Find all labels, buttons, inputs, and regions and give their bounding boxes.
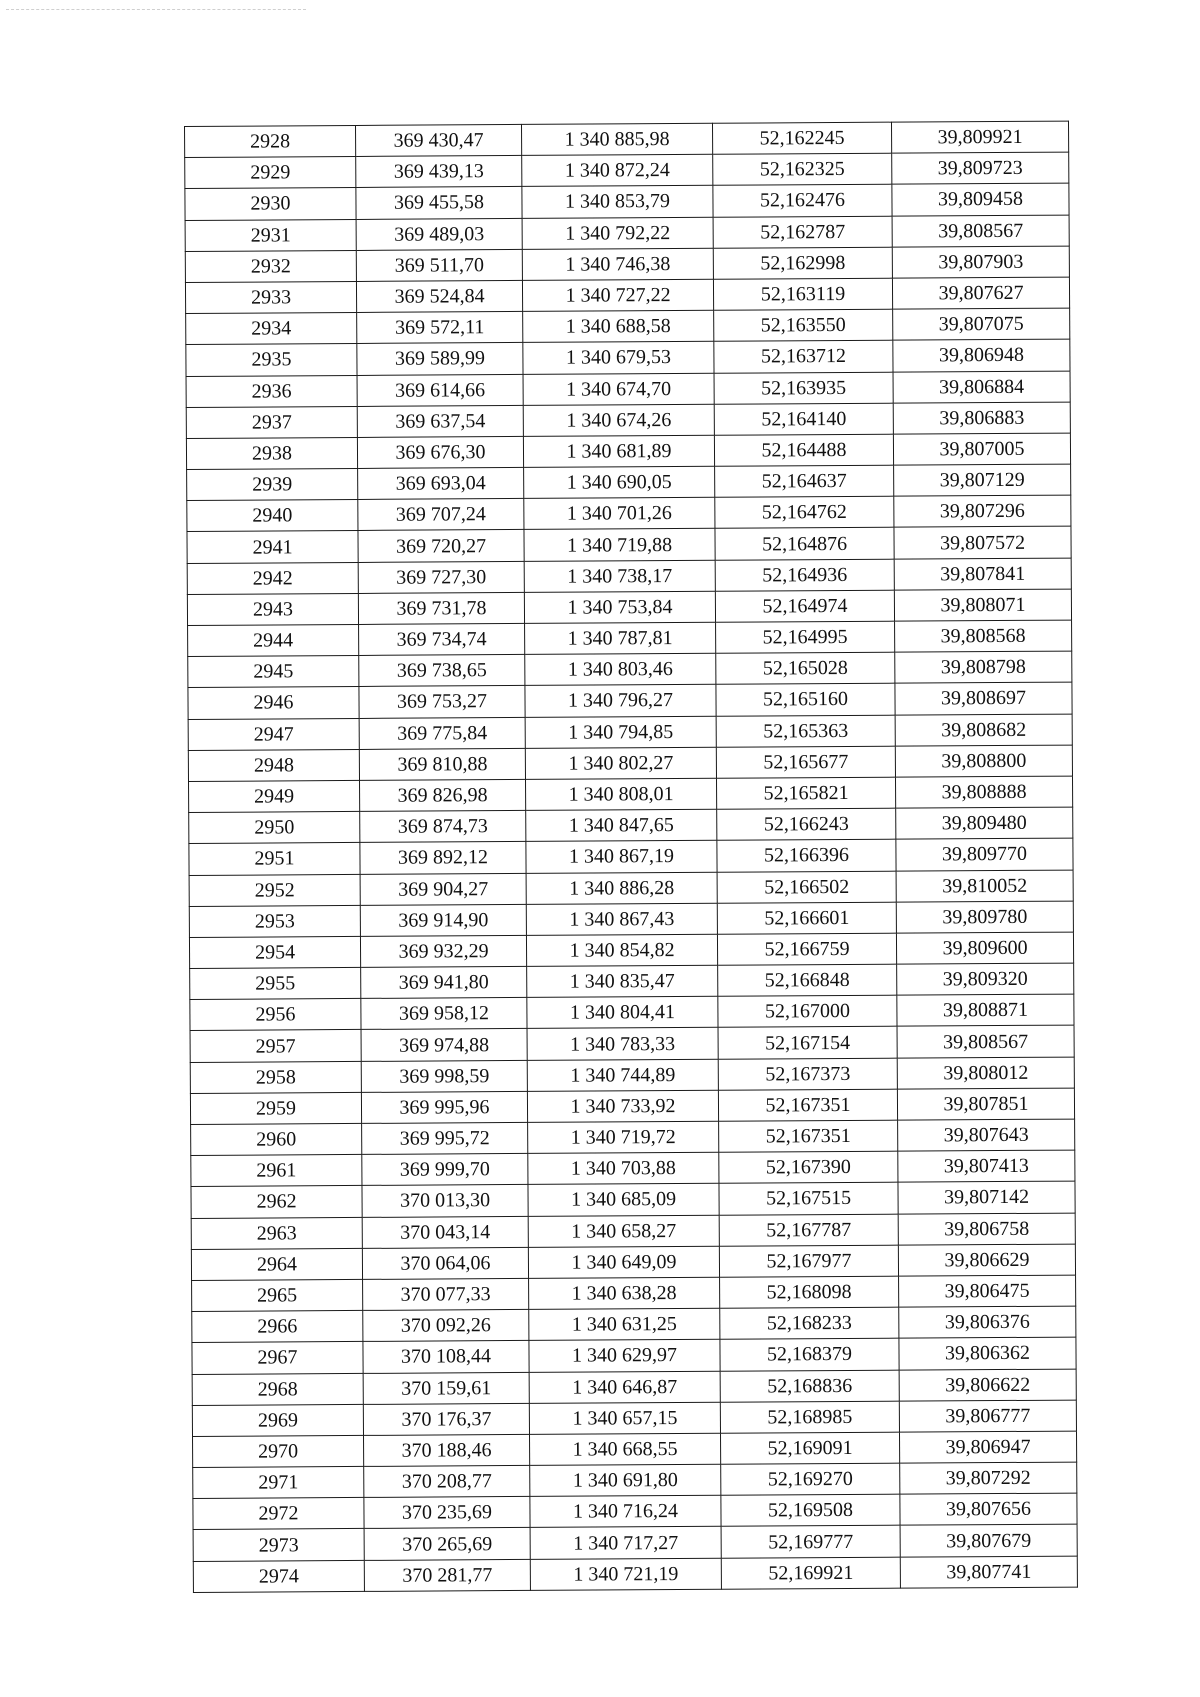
coord-y-cell: 1 340 719,88 (524, 529, 715, 561)
coord-x-cell: 369 676,30 (357, 436, 523, 468)
longitude-cell: 39,808682 (895, 714, 1072, 746)
latitude-cell: 52,163712 (714, 340, 893, 372)
coord-x-cell: 369 892,12 (360, 842, 526, 874)
coord-x-cell: 369 904,27 (360, 873, 526, 905)
latitude-cell: 52,163935 (714, 372, 893, 404)
latitude-cell: 52,169270 (721, 1463, 900, 1495)
coord-x-cell: 369 810,88 (359, 748, 525, 780)
coord-y-cell: 1 340 808,01 (525, 778, 716, 810)
longitude-cell: 39,808697 (895, 682, 1072, 714)
coord-y-cell: 1 340 796,27 (525, 685, 716, 717)
coord-x-cell: 369 637,54 (357, 405, 523, 437)
latitude-cell: 52,165028 (716, 652, 895, 684)
latitude-cell: 52,164974 (715, 590, 894, 622)
coord-y-cell: 1 340 674,70 (523, 373, 714, 405)
latitude-cell: 52,168233 (720, 1307, 899, 1339)
longitude-cell: 39,809600 (896, 932, 1073, 964)
longitude-cell: 39,806777 (899, 1400, 1076, 1432)
coord-y-cell: 1 340 668,55 (529, 1433, 720, 1465)
point-number-cell: 2949 (189, 780, 360, 812)
longitude-cell: 39,807679 (900, 1525, 1077, 1557)
latitude-cell: 52,163550 (714, 309, 893, 341)
longitude-cell: 39,807005 (893, 433, 1070, 465)
coord-x-cell: 369 572,11 (357, 312, 523, 344)
coord-y-cell: 1 340 719,72 (528, 1121, 719, 1153)
coord-y-cell: 1 340 854,82 (526, 934, 717, 966)
point-number-cell: 2965 (192, 1279, 363, 1311)
longitude-cell: 39,806362 (899, 1337, 1076, 1369)
coord-y-cell: 1 340 674,26 (523, 404, 714, 436)
longitude-cell: 39,807656 (900, 1493, 1077, 1525)
coord-x-cell: 369 707,24 (358, 499, 524, 531)
latitude-cell: 52,166848 (718, 964, 897, 996)
point-number-cell: 2959 (190, 1092, 361, 1124)
coord-x-cell: 369 430,47 (355, 124, 521, 156)
latitude-cell: 52,163119 (713, 278, 892, 310)
coord-y-cell: 1 340 886,28 (526, 872, 717, 904)
latitude-cell: 52,166502 (717, 871, 896, 903)
longitude-cell: 39,809723 (892, 152, 1069, 184)
coord-x-cell: 370 077,33 (363, 1278, 529, 1310)
coord-y-cell: 1 340 783,33 (527, 1028, 718, 1060)
longitude-cell: 39,808871 (897, 994, 1074, 1026)
point-number-cell: 2930 (185, 188, 356, 220)
longitude-cell: 39,807572 (894, 527, 1071, 559)
longitude-cell: 39,806622 (899, 1369, 1076, 1401)
coord-y-cell: 1 340 690,05 (524, 466, 715, 498)
point-number-cell: 2971 (193, 1466, 364, 1498)
point-number-cell: 2947 (188, 718, 359, 750)
longitude-cell: 39,808800 (895, 745, 1072, 777)
longitude-cell: 39,806376 (899, 1306, 1076, 1338)
coord-x-cell: 369 614,66 (357, 374, 523, 406)
coord-x-cell: 369 511,70 (356, 249, 522, 281)
point-number-cell: 2968 (192, 1373, 363, 1405)
point-number-cell: 2964 (191, 1248, 362, 1280)
longitude-cell: 39,809921 (891, 121, 1068, 153)
coord-x-cell: 370 159,61 (363, 1372, 529, 1404)
point-number-cell: 2940 (187, 500, 358, 532)
coord-x-cell: 369 974,88 (361, 1029, 527, 1061)
coord-y-cell: 1 340 646,87 (529, 1371, 720, 1403)
point-number-cell: 2928 (185, 125, 356, 157)
coordinates-table-body (185, 121, 1078, 1592)
point-number-cell: 2934 (186, 313, 357, 345)
coord-x-cell: 369 995,96 (361, 1091, 527, 1123)
longitude-cell: 39,809480 (896, 807, 1073, 839)
coord-x-cell: 369 738,65 (359, 655, 525, 687)
coord-y-cell: 1 340 792,22 (522, 217, 713, 249)
coord-y-cell: 1 340 733,92 (527, 1090, 718, 1122)
longitude-cell: 39,809458 (892, 183, 1069, 215)
coord-x-cell: 369 932,29 (360, 935, 526, 967)
coord-y-cell: 1 340 629,97 (529, 1340, 720, 1372)
point-number-cell: 2972 (193, 1498, 364, 1530)
longitude-cell: 39,807851 (897, 1088, 1074, 1120)
coord-y-cell: 1 340 703,88 (528, 1152, 719, 1184)
coord-x-cell: 370 235,69 (364, 1497, 530, 1529)
coord-x-cell: 369 693,04 (358, 467, 524, 499)
coord-x-cell: 370 043,14 (362, 1216, 528, 1248)
latitude-cell: 52,165160 (716, 684, 895, 716)
latitude-cell: 52,167373 (718, 1058, 897, 1090)
point-number-cell: 2961 (191, 1155, 362, 1187)
coord-y-cell: 1 340 803,46 (525, 653, 716, 685)
coord-y-cell: 1 340 721,19 (530, 1558, 721, 1590)
coord-x-cell: 369 734,74 (359, 623, 525, 655)
coord-y-cell: 1 340 847,65 (526, 809, 717, 841)
latitude-cell: 52,164488 (714, 434, 893, 466)
coord-x-cell: 369 524,84 (356, 280, 522, 312)
point-number-cell: 2963 (191, 1217, 362, 1249)
longitude-cell: 39,808798 (895, 651, 1072, 683)
latitude-cell: 52,167787 (719, 1214, 898, 1246)
latitude-cell: 52,165677 (716, 746, 895, 778)
latitude-cell: 52,168836 (720, 1370, 899, 1402)
latitude-cell: 52,166243 (717, 808, 896, 840)
coord-x-cell: 369 455,58 (356, 187, 522, 219)
table-row (193, 1556, 1077, 1593)
latitude-cell: 52,162998 (713, 247, 892, 279)
coord-x-cell: 370 108,44 (363, 1341, 529, 1373)
coord-y-cell: 1 340 716,24 (530, 1495, 721, 1527)
coord-y-cell: 1 340 631,25 (529, 1308, 720, 1340)
longitude-cell: 39,808567 (897, 1026, 1074, 1058)
coord-y-cell: 1 340 658,27 (528, 1215, 719, 1247)
longitude-cell: 39,807296 (894, 495, 1071, 527)
coord-x-cell: 369 753,27 (359, 686, 525, 718)
point-number-cell: 2944 (188, 624, 359, 656)
longitude-cell: 39,807142 (898, 1181, 1075, 1213)
coord-y-cell: 1 340 753,84 (524, 591, 715, 623)
latitude-cell: 52,167515 (719, 1183, 898, 1215)
longitude-cell: 39,807903 (892, 246, 1069, 278)
longitude-cell: 39,807741 (900, 1556, 1077, 1588)
coord-y-cell: 1 340 657,15 (529, 1402, 720, 1434)
point-number-cell: 2953 (189, 905, 360, 937)
coord-x-cell: 369 720,27 (358, 530, 524, 562)
latitude-cell: 52,167154 (718, 1027, 897, 1059)
latitude-cell: 52,166601 (717, 902, 896, 934)
point-number-cell: 2960 (191, 1123, 362, 1155)
point-number-cell: 2933 (185, 281, 356, 313)
coord-y-cell: 1 340 649,09 (528, 1246, 719, 1278)
coord-y-cell: 1 340 685,09 (528, 1184, 719, 1216)
point-number-cell: 2962 (191, 1186, 362, 1218)
point-number-cell: 2967 (192, 1342, 363, 1374)
coord-y-cell: 1 340 804,41 (527, 997, 718, 1029)
point-number-cell: 2956 (190, 999, 361, 1031)
latitude-cell: 52,162325 (713, 153, 892, 185)
latitude-cell: 52,168985 (720, 1401, 899, 1433)
coord-y-cell: 1 340 867,43 (526, 903, 717, 935)
point-number-cell: 2966 (192, 1311, 363, 1343)
longitude-cell: 39,807413 (898, 1150, 1075, 1182)
coord-x-cell: 370 176,37 (363, 1403, 529, 1435)
point-number-cell: 2974 (193, 1560, 364, 1592)
coord-y-cell: 1 340 638,28 (529, 1277, 720, 1309)
coord-y-cell: 1 340 787,81 (525, 622, 716, 654)
coord-y-cell: 1 340 701,26 (524, 498, 715, 530)
point-number-cell: 2952 (189, 874, 360, 906)
point-number-cell: 2941 (187, 531, 358, 563)
longitude-cell: 39,806884 (893, 371, 1070, 403)
coord-y-cell: 1 340 746,38 (522, 248, 713, 280)
point-number-cell: 2935 (186, 344, 357, 376)
latitude-cell: 52,162787 (713, 216, 892, 248)
latitude-cell: 52,166396 (717, 839, 896, 871)
longitude-cell: 39,808071 (894, 589, 1071, 621)
coord-y-cell: 1 340 867,19 (526, 841, 717, 873)
latitude-cell: 52,162245 (712, 122, 891, 154)
coord-x-cell: 369 995,72 (362, 1122, 528, 1154)
longitude-cell: 39,809770 (896, 838, 1073, 870)
scan-artifact (6, 9, 306, 12)
longitude-cell: 39,807129 (894, 464, 1071, 496)
longitude-cell: 39,807841 (894, 558, 1071, 590)
coord-x-cell: 369 589,99 (357, 343, 523, 375)
coord-x-cell: 370 188,46 (364, 1434, 530, 1466)
longitude-cell: 39,806947 (899, 1431, 1076, 1463)
longitude-cell: 39,807627 (892, 277, 1069, 309)
coord-y-cell: 1 340 794,85 (525, 716, 716, 748)
point-number-cell: 2945 (188, 656, 359, 688)
point-number-cell: 2946 (188, 687, 359, 719)
point-number-cell: 2937 (186, 406, 357, 438)
coord-x-cell: 369 874,73 (360, 811, 526, 843)
point-number-cell: 2955 (190, 967, 361, 999)
coord-x-cell: 369 439,13 (356, 156, 522, 188)
latitude-cell: 52,164936 (715, 559, 894, 591)
longitude-cell: 39,806629 (898, 1244, 1075, 1276)
longitude-cell: 39,808012 (897, 1057, 1074, 1089)
coord-x-cell: 369 999,70 (362, 1154, 528, 1186)
point-number-cell: 2954 (189, 936, 360, 968)
longitude-cell: 39,806948 (893, 339, 1070, 371)
longitude-cell: 39,808888 (895, 776, 1072, 808)
coord-x-cell: 370 064,06 (362, 1247, 528, 1279)
longitude-cell: 39,806475 (899, 1275, 1076, 1307)
coord-y-cell: 1 340 835,47 (527, 965, 718, 997)
coord-y-cell: 1 340 691,80 (530, 1464, 721, 1496)
latitude-cell: 52,167351 (719, 1120, 898, 1152)
coord-x-cell: 369 731,78 (358, 592, 524, 624)
longitude-cell: 39,809780 (896, 901, 1073, 933)
latitude-cell: 52,167390 (719, 1151, 898, 1183)
point-number-cell: 2936 (186, 375, 357, 407)
latitude-cell: 52,165821 (716, 777, 895, 809)
latitude-cell: 52,169921 (721, 1557, 900, 1589)
coord-x-cell: 369 826,98 (360, 779, 526, 811)
coord-x-cell: 369 727,30 (358, 561, 524, 593)
coord-x-cell: 370 208,77 (364, 1465, 530, 1497)
longitude-cell: 39,809320 (897, 963, 1074, 995)
coord-x-cell: 370 092,26 (363, 1310, 529, 1342)
latitude-cell: 52,167351 (718, 1089, 897, 1121)
point-number-cell: 2931 (185, 219, 356, 251)
longitude-cell: 39,807643 (898, 1119, 1075, 1151)
latitude-cell: 52,166759 (717, 933, 896, 965)
point-number-cell: 2969 (192, 1404, 363, 1436)
longitude-cell: 39,807292 (900, 1462, 1077, 1494)
coord-x-cell: 370 013,30 (362, 1185, 528, 1217)
point-number-cell: 2948 (188, 749, 359, 781)
latitude-cell: 52,167000 (718, 995, 897, 1027)
point-number-cell: 2951 (189, 843, 360, 875)
coord-y-cell: 1 340 717,27 (530, 1527, 721, 1559)
coord-x-cell: 369 489,03 (356, 218, 522, 250)
coord-y-cell: 1 340 853,79 (522, 186, 713, 218)
coord-x-cell: 369 998,59 (361, 1060, 527, 1092)
coord-y-cell: 1 340 872,24 (522, 154, 713, 186)
coord-x-cell: 369 775,84 (359, 717, 525, 749)
longitude-cell: 39,806883 (893, 402, 1070, 434)
point-number-cell: 2958 (190, 1061, 361, 1093)
longitude-cell: 39,806758 (898, 1213, 1075, 1245)
point-number-cell: 2932 (185, 250, 356, 282)
point-number-cell: 2938 (186, 437, 357, 469)
coord-y-cell: 1 340 744,89 (527, 1059, 718, 1091)
point-number-cell: 2929 (185, 157, 356, 189)
latitude-cell: 52,164995 (716, 621, 895, 653)
coord-x-cell: 370 265,69 (364, 1528, 530, 1560)
coord-x-cell: 369 914,90 (360, 904, 526, 936)
longitude-cell: 39,808567 (892, 215, 1069, 247)
coord-x-cell: 370 281,77 (364, 1559, 530, 1591)
coordinates-table (184, 121, 1078, 1593)
coord-y-cell: 1 340 679,53 (523, 342, 714, 374)
coord-y-cell: 1 340 885,98 (521, 123, 712, 155)
coord-y-cell: 1 340 738,17 (524, 560, 715, 592)
point-number-cell: 2957 (190, 1030, 361, 1062)
latitude-cell: 52,169091 (720, 1432, 899, 1464)
coord-y-cell: 1 340 688,58 (523, 310, 714, 342)
latitude-cell: 52,165363 (716, 715, 895, 747)
latitude-cell: 52,164762 (715, 496, 894, 528)
point-number-cell: 2942 (187, 562, 358, 594)
latitude-cell: 52,167977 (719, 1245, 898, 1277)
coord-x-cell: 369 941,80 (361, 966, 527, 998)
latitude-cell: 52,164876 (715, 528, 894, 560)
latitude-cell: 52,164140 (714, 403, 893, 435)
point-number-cell: 2939 (187, 469, 358, 501)
coord-y-cell: 1 340 727,22 (522, 279, 713, 311)
latitude-cell: 52,164637 (715, 465, 894, 497)
longitude-cell: 39,810052 (896, 870, 1073, 902)
point-number-cell: 2950 (189, 812, 360, 844)
coord-x-cell: 369 958,12 (361, 998, 527, 1030)
latitude-cell: 52,162476 (713, 185, 892, 217)
latitude-cell: 52,168098 (720, 1276, 899, 1308)
point-number-cell: 2970 (193, 1435, 364, 1467)
point-number-cell: 2973 (193, 1529, 364, 1561)
latitude-cell: 52,168379 (720, 1338, 899, 1370)
longitude-cell: 39,808568 (895, 620, 1072, 652)
latitude-cell: 52,169508 (721, 1494, 900, 1526)
point-number-cell: 2943 (187, 593, 358, 625)
coord-y-cell: 1 340 681,89 (523, 435, 714, 467)
latitude-cell: 52,169777 (721, 1526, 900, 1558)
longitude-cell: 39,807075 (893, 308, 1070, 340)
coord-y-cell: 1 340 802,27 (525, 747, 716, 779)
